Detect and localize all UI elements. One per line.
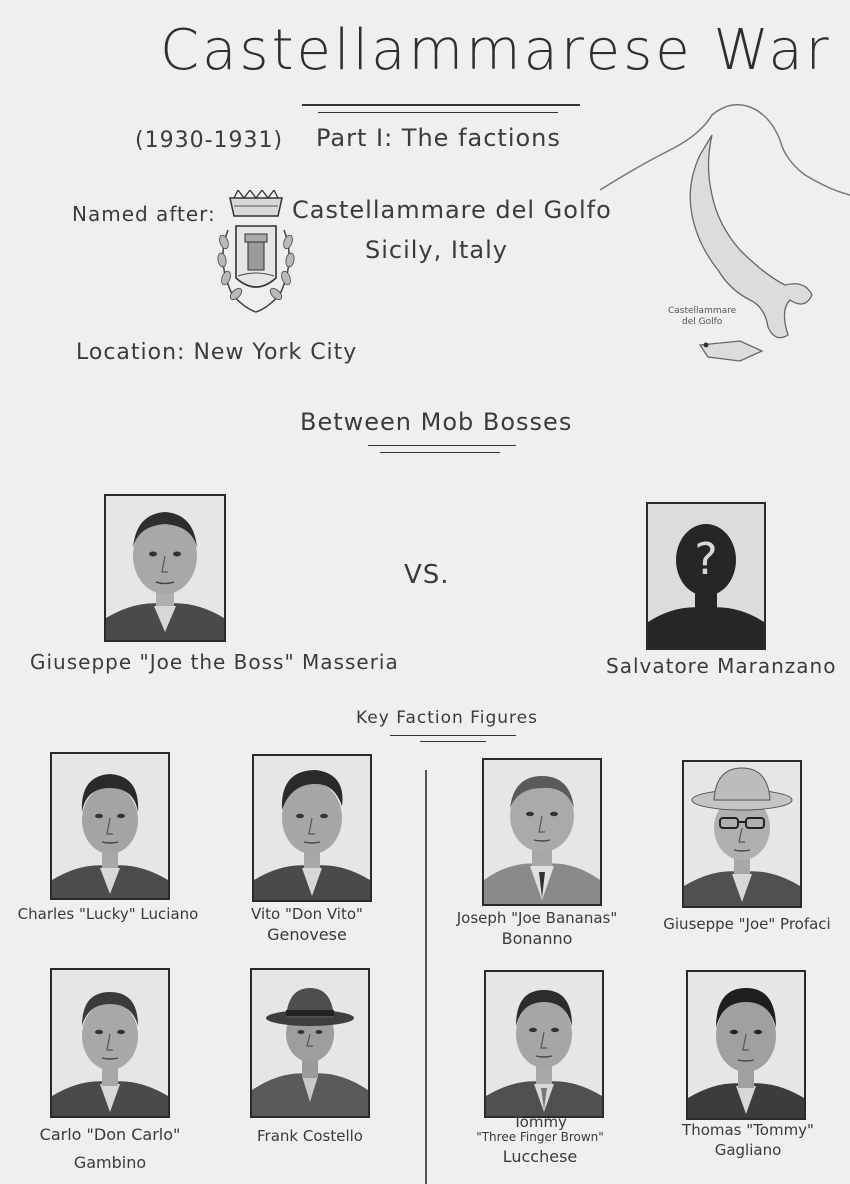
figure-name-line: Charles "Lucky" Luciano xyxy=(17,905,199,923)
portrait-bonanno xyxy=(482,758,602,906)
map-label-line2: del Golfo xyxy=(682,316,723,327)
portrait-lucchese xyxy=(484,970,604,1118)
figure-name-bonanno xyxy=(432,908,642,950)
figure-name-line: Gambino xyxy=(73,1152,147,1172)
portrait-masseria xyxy=(104,494,226,642)
war-dates: (1930-1931) xyxy=(135,128,284,153)
figure-name-line: Thomas "Tommy" Gagliano xyxy=(682,1121,814,1160)
figure-name-profaci xyxy=(648,914,846,934)
portrait-gambino xyxy=(50,968,170,1118)
figure-name-gagliano xyxy=(648,1120,848,1161)
figure-name-line: Lucchese xyxy=(502,1147,578,1167)
figure-name-line: Tommy xyxy=(513,1113,567,1131)
location-text: Location: New York City xyxy=(76,340,358,365)
figure-name-line: Carlo "Don Carlo" xyxy=(39,1125,181,1144)
named-after-label: Named after: xyxy=(72,202,216,226)
figure-name-costello xyxy=(230,1126,390,1146)
boss-name-masseria: Giuseppe "Joe the Boss" Masseria xyxy=(30,650,399,674)
portrait-profaci xyxy=(682,760,802,908)
figure-name-line: Joseph "Joe Bananas" xyxy=(456,909,618,927)
map-label-line1: Castellammare xyxy=(668,306,737,316)
title-underline xyxy=(302,104,580,106)
portrait-costello xyxy=(250,968,370,1118)
map-label xyxy=(668,306,736,328)
between-heading: Between Mob Bosses xyxy=(300,408,573,436)
unknown-mark: ? xyxy=(694,534,718,585)
italy-map-icon xyxy=(600,95,850,370)
portrait-genovese xyxy=(252,754,372,902)
boss-name-maranzano: Salvatore Maranzano xyxy=(606,654,837,678)
place-region: Sicily, Italy xyxy=(365,236,508,264)
faction-divider xyxy=(425,770,427,1184)
portrait-maranzano xyxy=(646,502,766,650)
key-figures-underline xyxy=(390,735,516,736)
figure-name-line: Vito "Don Vito" xyxy=(251,905,363,923)
key-figures-heading: Key Faction Figures xyxy=(356,708,538,728)
coat-of-arms-icon xyxy=(210,190,302,320)
figure-name-line: "Three Finger Brown" xyxy=(476,1130,604,1145)
figure-name-line: Genovese xyxy=(267,925,347,945)
key-figures-underline-2 xyxy=(420,741,486,742)
title-underline-2 xyxy=(318,112,558,113)
figure-name-line: Bonanno xyxy=(501,929,573,949)
part-heading: Part I: The factions xyxy=(316,124,561,152)
versus-label: VS. xyxy=(404,560,450,590)
figure-name-line: Giuseppe "Joe" Profaci xyxy=(663,915,831,933)
figure-name-luciano xyxy=(8,904,208,924)
portrait-gagliano xyxy=(686,970,806,1120)
figure-name-line: Frank Costello xyxy=(257,1127,363,1145)
page-title: Castellammarese War xyxy=(160,18,832,83)
place-name: Castellammare del Golfo xyxy=(292,196,612,224)
figure-name-genovese xyxy=(222,904,392,946)
figure-name-lucchese xyxy=(440,1114,640,1166)
between-underline xyxy=(368,445,516,446)
figure-name-gambino xyxy=(20,1124,200,1173)
between-underline-2 xyxy=(380,452,500,453)
portrait-luciano xyxy=(50,752,170,900)
